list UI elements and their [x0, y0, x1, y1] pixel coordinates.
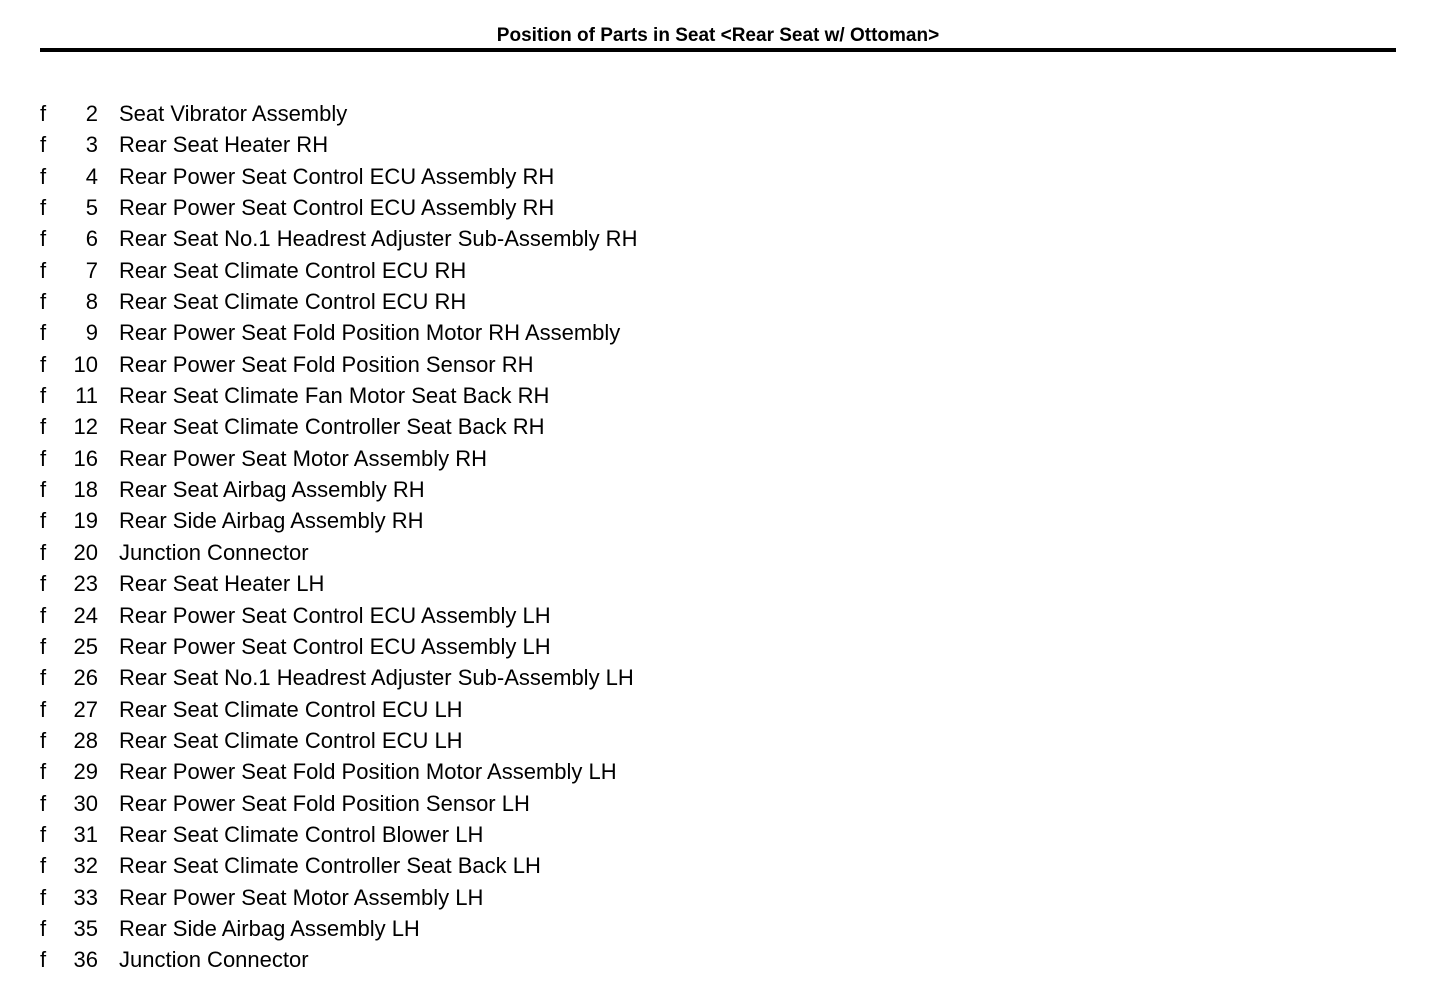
- part-name: Rear Power Seat Control ECU Assembly LH: [119, 633, 551, 659]
- part-number: 32: [73, 853, 98, 879]
- bullet-marker: f: [40, 289, 47, 315]
- part-number: 5: [85, 195, 98, 221]
- bullet-marker: f: [40, 101, 47, 126]
- part-name: Rear Power Seat Control ECU Assembly RH: [119, 163, 555, 189]
- part-name: Rear Seat Climate Fan Motor Seat Back RH: [119, 383, 550, 409]
- part-number: 31: [73, 821, 98, 847]
- part-number: 18: [73, 477, 98, 503]
- part-number: 19: [73, 508, 98, 534]
- part-number: 28: [73, 727, 98, 753]
- part-number: 16: [73, 445, 98, 471]
- bullet-marker: f: [40, 383, 47, 409]
- part-number: 26: [73, 665, 98, 691]
- part-name: Rear Seat Climate Controller Seat Back RH: [119, 414, 545, 440]
- part-number: 12: [73, 414, 98, 440]
- part-name: Rear Power Seat Fold Position Sensor RH: [119, 351, 534, 377]
- part-number: 36: [73, 947, 98, 973]
- part-number: 4: [85, 163, 98, 189]
- bullet-marker: f: [40, 351, 47, 377]
- part-number: 9: [85, 320, 98, 346]
- part-number: 2: [85, 101, 98, 126]
- part-name: Rear Seat Heater RH: [119, 132, 329, 158]
- part-number: 6: [85, 226, 98, 252]
- part-number: 27: [73, 696, 98, 722]
- part-name: Rear Power Seat Motor Assembly LH: [119, 884, 484, 910]
- part-name: Junction Connector: [119, 947, 309, 973]
- part-name: Rear Power Seat Control ECU Assembly LH: [119, 602, 551, 628]
- part-name: Rear Seat Airbag Assembly RH: [119, 477, 425, 503]
- part-name: Rear Side Airbag Assembly LH: [119, 915, 420, 941]
- bullet-marker: f: [40, 414, 47, 440]
- part-name: Rear Power Seat Fold Position Sensor LH: [119, 790, 530, 816]
- bullet-marker: f: [40, 226, 47, 252]
- bullet-marker: f: [40, 571, 47, 597]
- bullet-marker: f: [40, 696, 47, 722]
- bullet-marker: f: [40, 821, 47, 847]
- part-name: Rear Seat Climate Controller Seat Back LH: [119, 853, 541, 879]
- part-number: 30: [73, 790, 98, 816]
- part-number: 3: [85, 132, 98, 158]
- part-number: 35: [73, 915, 98, 941]
- bullet-marker: f: [40, 790, 47, 816]
- part-name: Rear Seat Climate Control ECU LH: [119, 696, 463, 722]
- bullet-marker: f: [40, 508, 47, 534]
- part-number: 10: [73, 351, 98, 377]
- part-number: 29: [73, 759, 98, 785]
- bullet-marker: f: [40, 257, 47, 283]
- title-divider: [40, 48, 1396, 52]
- page-title: Position of Parts in Seat <Rear Seat w/ Ottoman>: [496, 25, 940, 46]
- bullet-marker: f: [40, 195, 47, 221]
- part-name: Rear Seat No.1 Headrest Adjuster Sub-Assembly RH: [119, 226, 638, 252]
- part-number: 23: [73, 571, 98, 597]
- bullet-marker: f: [40, 539, 47, 565]
- part-name: Rear Seat Heater LH: [119, 571, 325, 597]
- part-name: Seat Vibrator Assembly: [119, 101, 348, 126]
- bullet-marker: f: [40, 853, 47, 879]
- bullet-marker: f: [40, 759, 47, 785]
- part-name: Rear Power Seat Control ECU Assembly RH: [119, 195, 555, 221]
- bullet-marker: f: [40, 884, 47, 910]
- part-number: 24: [73, 602, 98, 628]
- part-name: Rear Side Airbag Assembly RH: [119, 508, 424, 534]
- bullet-marker: f: [40, 132, 47, 158]
- bullet-marker: f: [40, 320, 47, 346]
- bullet-marker: f: [40, 477, 47, 503]
- bullet-marker: f: [40, 445, 47, 471]
- part-name: Rear Power Seat Fold Position Motor Assembly LH: [119, 759, 617, 785]
- bullet-marker: f: [40, 947, 47, 973]
- part-name: Rear Seat Climate Control Blower LH: [119, 821, 484, 847]
- part-name: Rear Power Seat Motor Assembly RH: [119, 445, 488, 471]
- bullet-marker: f: [40, 727, 47, 753]
- part-number: 33: [73, 884, 98, 910]
- part-number: 7: [85, 257, 98, 283]
- part-name: Rear Seat Climate Control ECU RH: [119, 257, 467, 283]
- bullet-marker: f: [40, 633, 47, 659]
- bullet-marker: f: [40, 163, 47, 189]
- part-name: Rear Seat Climate Control ECU RH: [119, 289, 467, 315]
- part-name: Rear Power Seat Fold Position Motor RH Assembly: [119, 320, 621, 346]
- bullet-marker: f: [40, 602, 47, 628]
- part-number: 11: [75, 383, 98, 409]
- part-name: Rear Seat No.1 Headrest Adjuster Sub-Assembly LH: [119, 665, 634, 691]
- bullet-marker: f: [40, 665, 47, 691]
- part-name: Junction Connector: [119, 539, 309, 565]
- part-name: Rear Seat Climate Control ECU LH: [119, 727, 463, 753]
- bullet-marker: f: [40, 915, 47, 941]
- part-number: 20: [73, 539, 98, 565]
- part-number: 8: [85, 289, 98, 315]
- part-number: 25: [73, 633, 98, 659]
